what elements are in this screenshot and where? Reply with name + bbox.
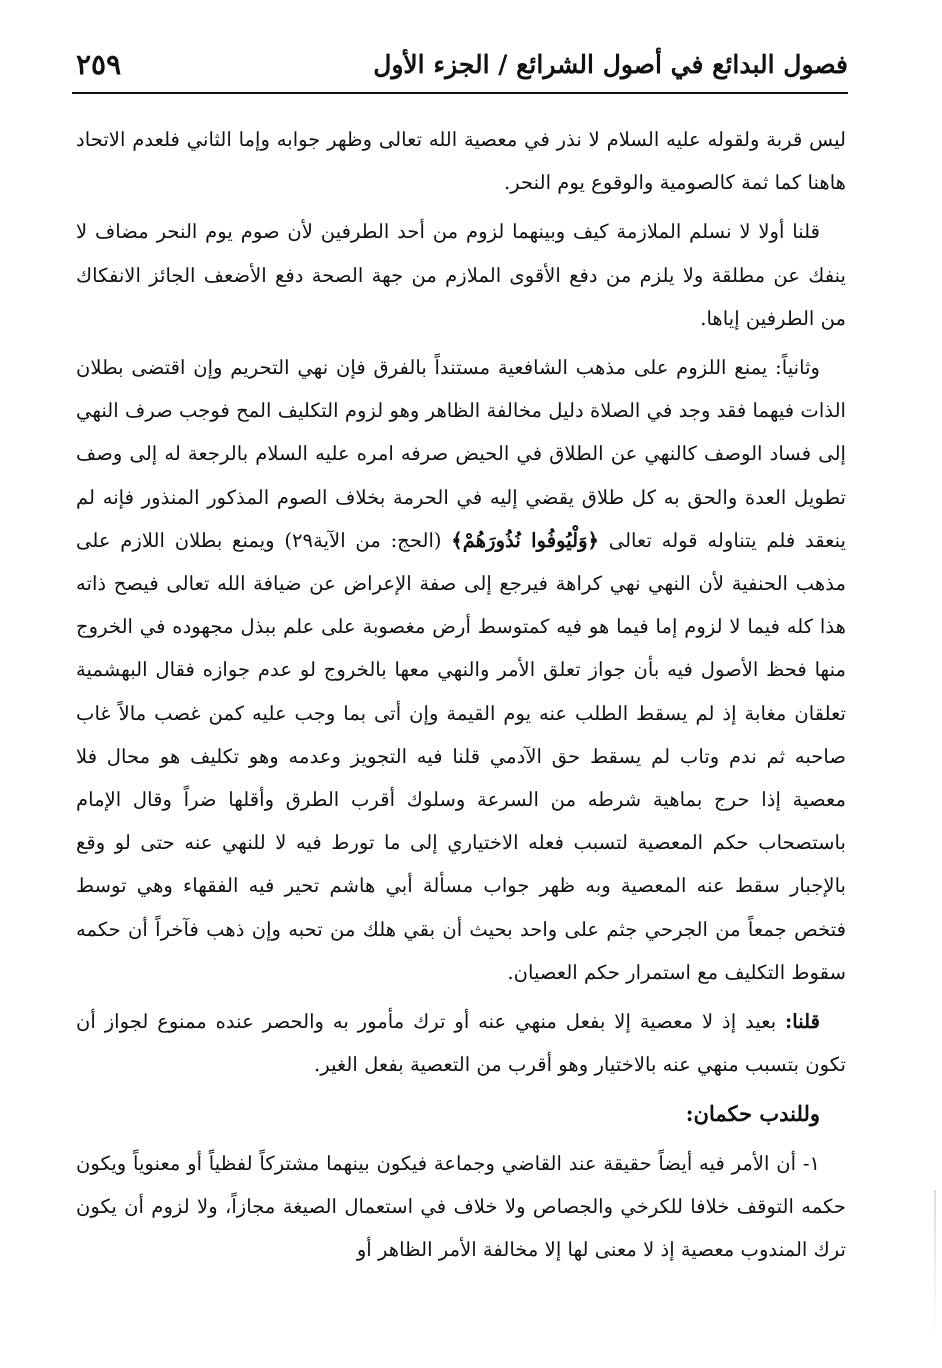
paragraph-3 (76, 346, 846, 994)
paragraph-text: ليس قربة ولقوله عليه السلام لا نذر في معصية الله تعالى وظهر جوابه وإما الثاني فلعدم الاتحاد هاهنا كما ثمة كالصومية والوقوع يوم النحر. (76, 128, 846, 195)
paragraph-2 (76, 210, 846, 340)
paragraph-4 (76, 1000, 846, 1086)
paragraph-text: بعيد إذ لا معصية إلا بفعل منهي عنه أو ترك مأمور به والحصر عنده ممنوع لجواز أن تكون بتسبب منهي عنه بالاختيار وهو أقرب من التعصية بفعل الغير. (76, 1010, 846, 1077)
running-title: فصول البدائع في أصول الشرائع / الجزء الأول (373, 50, 848, 79)
paragraph-text: أن الأمر فيه أيضاً حقيقة عند القاضي وجماعة فيكون بينهما مشتركاً لفظياً أو معنوياً ويكون حكمه التوقف خلافا للكرخي والجصاص ولا خلاف في استعمال الصيغة مجازاً، ولا لزوم أن يكون ترك المندوب معصية إذ لا معنى لها إلا مخالفة الأمر الظاهر أو (76, 1151, 846, 1262)
body-text (76, 118, 846, 1271)
paragraph-1 (76, 118, 846, 204)
quran-quote: ﴿وَلْيُوفُوا نُذُورَهُمْ﴾ (451, 528, 600, 552)
numbered-paragraph (76, 1142, 846, 1272)
scan-edge-mark (934, 1190, 936, 1340)
paragraph-text: قلنا أولا لا نسلم الملازمة كيف وبينهما لزوم من أحد الطرفين لأن صوم يوم النحر مضاف لا ينفك عن مطلقة ولا يلزم من دفع الأقوى الملازم من جهة الصحة دفع الأضعف الجائز الانفكاك من الطرفين إياها. (76, 220, 846, 330)
page-number: ٢٥٩ (76, 48, 122, 81)
page-header (72, 40, 848, 94)
paragraph-text-continued: (الحج: من الآية٢٩) ويمنع بطلان اللازم على مذهب الحنفية لأن النهي نهي كراهة فيرجع إلى صفة الإعراض عن ضيافة الله تعالى فيصح ذاته هذا كله فيما لا لزوم إما فيما هو فيه كمتوسط أرض مغصوبة على علم ببذل مجهوده في الخروج منها فحظ الأصول فيه بأن جواز تعلق الأمر والنهي معها بالخروج لو عدم جوازه فقال البهشمية تعلقان مغابة إذ لم يسقط الطلب عنه يوم القيمة وإن أتى بما وجب عليه كمن غصب مالاً غاب صاحبه ثم ندم وتاب لم يسقط حق الآدمي قلنا فيه التجويز وعدمه وهو تكليف هو محال فلا معصية إذا حرج بماهية شرطه من السرعة وسلوك أقرب الطرق وأقلها ضراً وقال الإمام باستصحاب حكم المعصية لتسبب فعله الاختياري إلى ما تورط فيه لا للنهي عنه حتى لو وقع بالإجبار سقط عنه المعصية وبه ظهر جواب مسألة أبي هاشم تحير فيه الفقهاء وهي توسط فتخص جمعاً من الجرحي جثم على واحد بحيث أن بقي هلك من تحبه وإن ذهب فآخراً أن حكمه سقوط التكليف مع استمرار حكم العصيان. (76, 528, 846, 984)
section-heading: وللندب حكمان: (685, 1101, 820, 1127)
paragraph-text: وثانياً: يمنع اللزوم على مذهب الشافعية مستنداً بالفرق فإن نهي التحريم وإن اقتضى بطلان الذات فيهما فقد وجد في الصلاة دليل مخالفة الظاهر وهو لزوم التكليف المح فوجب صرف النهي إلى فساد الوصف كالنهي عن الطلاق في الحيض صرفه امره عليه السلام بالرجعة له إلى وصف تطويل العدة والحق به كل طلاق يقضي إليه في الحرمة بخلاف الصوم المذكور المنذور فإنه لم ينعقد فلم يتناوله قوله تعالى (76, 356, 846, 552)
paragraph-lead: قلنا: (785, 1010, 820, 1034)
item-number: ١- (802, 1151, 820, 1175)
